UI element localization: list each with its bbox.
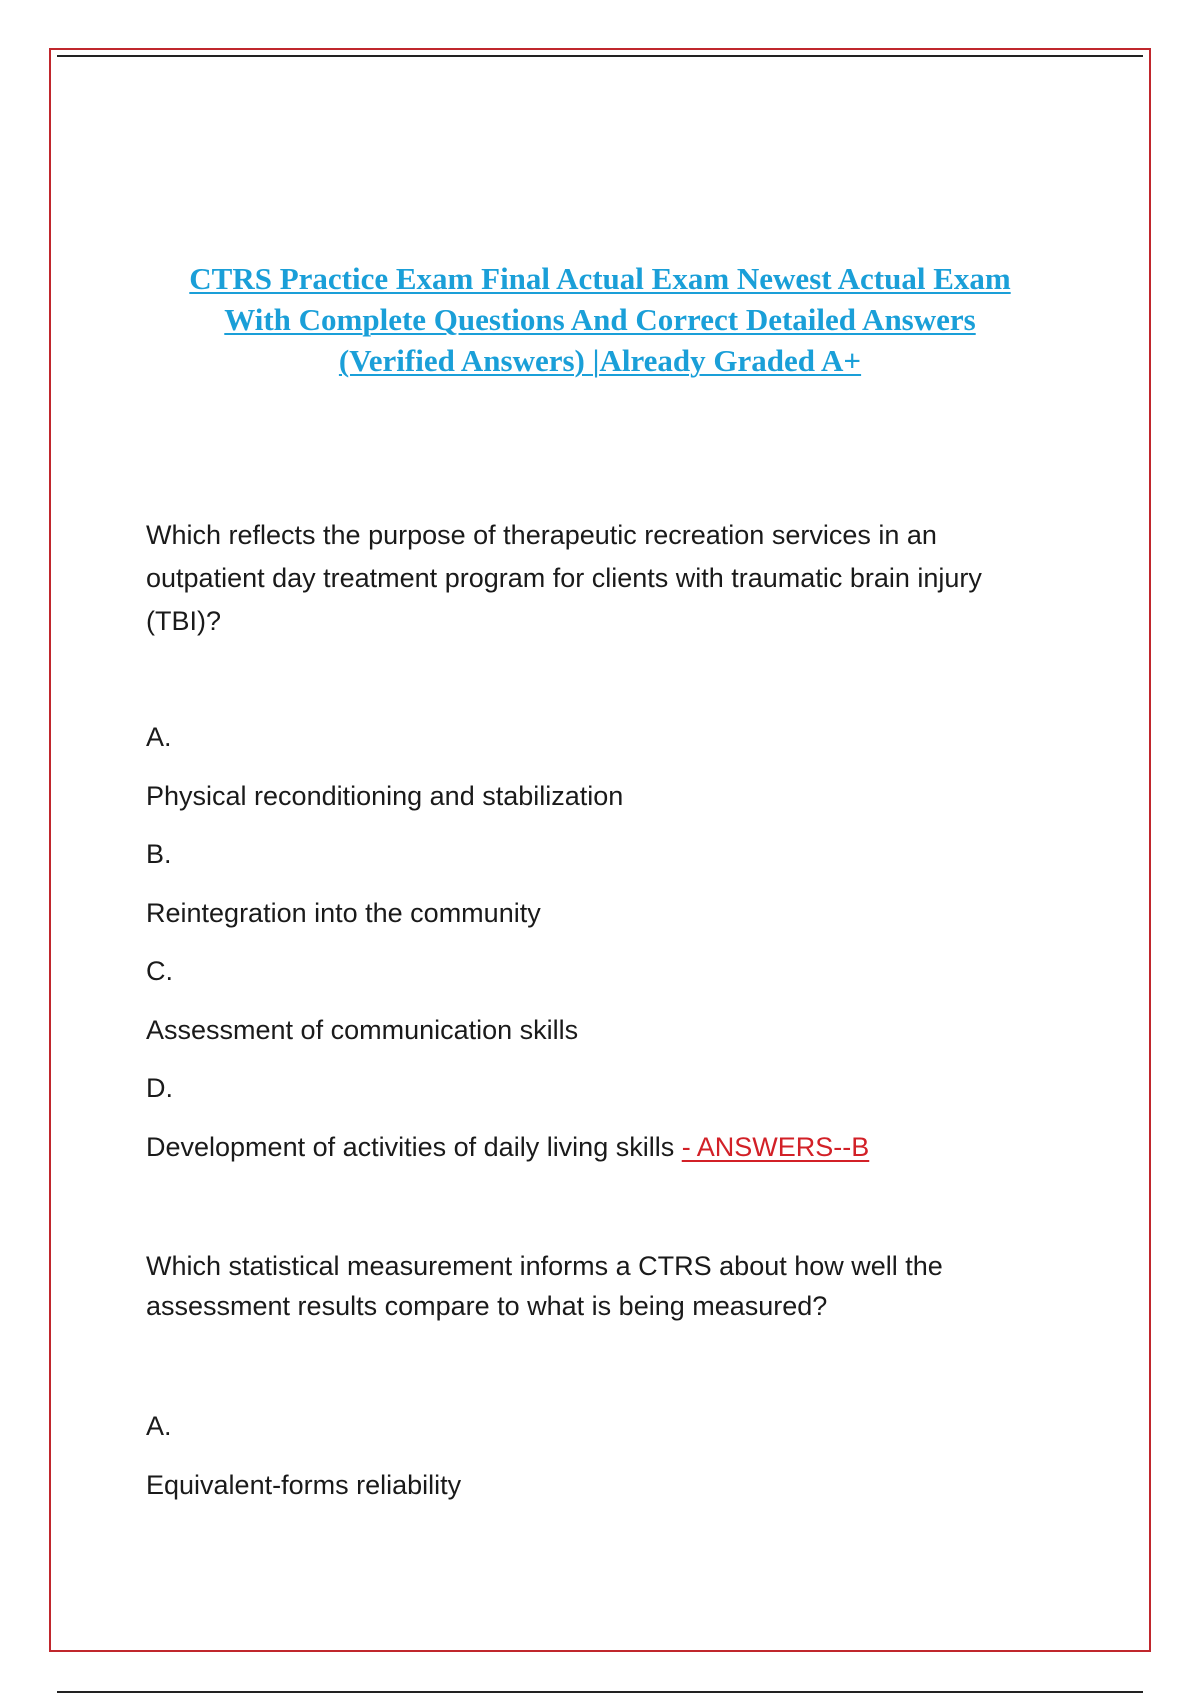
q2-option-a-letter: A. <box>146 1411 172 1441</box>
q1-option-b-text: Reintegration into the community <box>146 898 541 928</box>
answer-key-label: - ANSWERS--B <box>681 1132 870 1162</box>
q1-option-d-row <box>146 1126 869 1169</box>
q1-option-d-letter: D. <box>146 1073 173 1103</box>
question-1-text: Which reflects the purpose of therapeutic recreation services in an outpatient day treatment program for clients with traumatic brain injury (TBI)? <box>146 520 982 636</box>
q1-option-a-text: Physical reconditioning and stabilization <box>146 781 624 811</box>
title-line-3: (Verified Answers) |Already Graded A+ <box>338 343 862 378</box>
q1-option-b-letter: B. <box>146 839 172 869</box>
footer-rule <box>57 1691 1143 1693</box>
q1-option-d-text: Development of activities of daily living skills <box>146 1132 675 1162</box>
document-title <box>140 258 1060 381</box>
header-rule <box>57 55 1143 57</box>
question-2-text: Which statistical measurement informs a CTRS about how well the assessment results compare to what is being measured? <box>146 1251 943 1321</box>
q1-option-c-letter: C. <box>146 956 173 986</box>
title-line-2: With Complete Questions And Correct Detailed Answers <box>224 302 976 337</box>
title-line-1: CTRS Practice Exam Final Actual Exam Newest Actual Exam <box>189 261 1011 296</box>
q1-option-c-text: Assessment of communication skills <box>146 1015 579 1045</box>
q2-option-a-text: Equivalent-forms reliability <box>146 1470 462 1500</box>
q1-option-a-letter: A. <box>146 722 172 752</box>
